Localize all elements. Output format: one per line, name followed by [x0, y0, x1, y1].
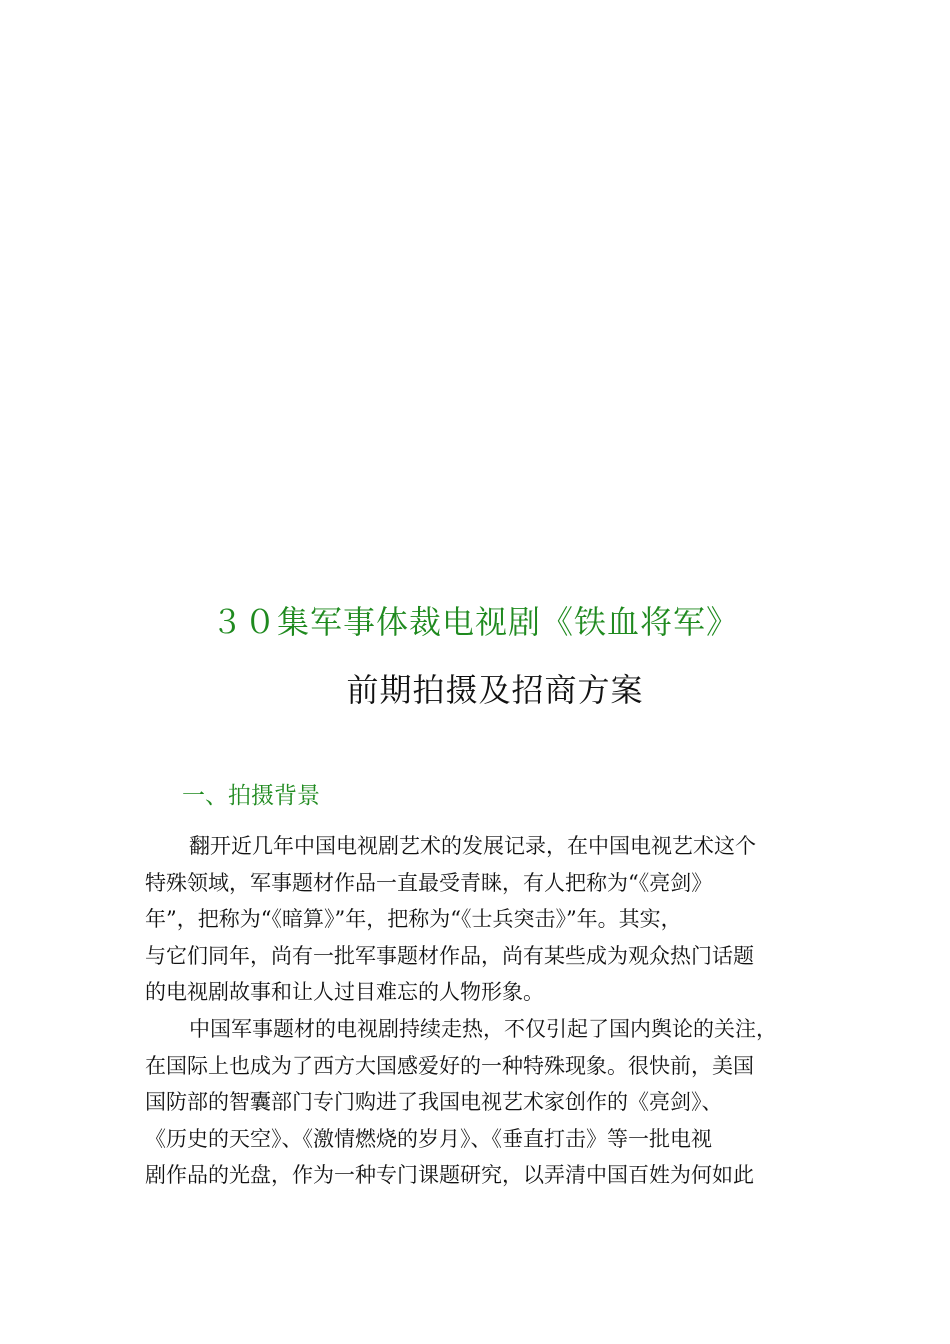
paragraph-line: 的电视剧故事和让人过目难忘的人物形象。 — [145, 980, 544, 1004]
section-heading-background: 一、拍摄背景 — [182, 783, 320, 809]
paragraph-line: 剧作品的光盘，作为一种专门课题研究，以弄清中国百姓为何如此 — [145, 1163, 754, 1187]
paragraph-line: 翻开近几年中国电视剧艺术的发展记录，在中国电视艺术这个 — [189, 834, 756, 858]
paragraph-line: 《历史的天空》、《激情燃烧的岁月》、《垂直打击》等一批电视 — [145, 1126, 712, 1151]
document-title-line2: 前期拍摄及招商方案 — [346, 671, 644, 709]
paragraph-line: 中国军事题材的电视剧持续走热，不仅引起了国内舆论的关注， — [189, 1017, 777, 1041]
paragraph-line: 年”，把称为“《暗算》”年，把称为“《士兵突击》”年。其实， — [145, 907, 682, 931]
paragraph-2 — [145, 1011, 815, 1194]
paragraph-1 — [145, 828, 815, 1011]
document-title-line1: ３０集军事体裁电视剧《铁血将军》 — [210, 603, 739, 641]
paragraph-line: 国防部的智囊部门专门购进了我国电视艺术家创作的《亮剑》、 — [145, 1090, 723, 1114]
paragraph-line: 特殊领域，军事题材作品一直最受青睐，有人把称为“《亮剑》 — [145, 870, 713, 895]
paragraph-line: 与它们同年，尚有一批军事题材作品，尚有某些成为观众热门话题 — [145, 943, 754, 968]
paragraph-line: 在国际上也成为了西方大国感爱好的一种特殊现象。很快前，美国 — [145, 1053, 754, 1078]
